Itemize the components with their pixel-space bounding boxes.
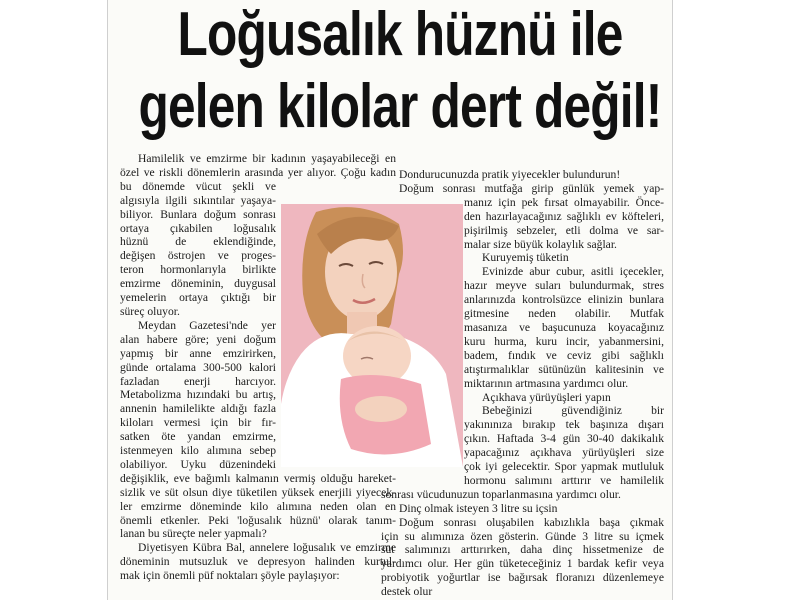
text-line: probiyotik yoğurtlar ise bağırsak floranızı düzenlemeye	[381, 571, 664, 585]
text-line: manız için pek fırsat olmayabilir. Önce-	[464, 195, 664, 209]
text-line: sonrası vücudunuzun toparlanmasına yardımcı olur.	[381, 487, 621, 501]
text-line: Evinizde abur cubur, asitli içecekler,	[482, 265, 664, 279]
text-line: mak için önemli püf noktaları şöyle paylaşıyor:	[120, 569, 340, 583]
text-line: emzirme döneminin, duygusal	[120, 277, 276, 291]
text-line: hormonu salımını arttırır ve hamilelik	[464, 473, 664, 487]
text-line: biliyor. Bunlara doğum sonrası	[120, 207, 276, 221]
headline-line-1: Loğusalık hüznü ile	[177, 0, 623, 69]
text-line: den hazırlayacağınız sağlıklı ev köfteleri,	[464, 209, 664, 223]
text-line: atıştırmalıklar sütünüzün kalitesinin ve	[464, 362, 664, 376]
text-line: Diyetisyen Kübra Bal, annelere loğusalık ve emzirme	[138, 541, 396, 555]
text-line: Bebeğinizi güvendiğiniz bir	[482, 404, 664, 418]
text-line: yakınınıza bırakıp tek başınıza dışarı	[464, 418, 664, 432]
text-line: süt salımınızı arttırırken, daha dinç hissetmenize de	[381, 543, 664, 557]
text-line: badem, fındık ve ceviz gibi sağlıklı	[464, 348, 664, 362]
text-line: döneminin mutsuzluk ve depresyon halinden kurtul-	[120, 555, 396, 569]
text-line: Hamilelik ve emzirme bir kadının yaşayabileceği en	[138, 152, 396, 165]
text-line: için su alımınıza özen gösterin. Günde 3 litre su içmek	[381, 529, 664, 543]
text-line: lanan bu süreçte neler yapmalı?	[120, 527, 267, 541]
text-line: malar size büyük kolaylık sağlar.	[464, 237, 617, 251]
section-heading: Kuruyemiş tüketin	[482, 251, 569, 265]
text-line: olabiliyor. Uyku düzenindeki	[120, 457, 276, 471]
article-column-left	[120, 152, 396, 583]
text-line: anlarınızda kontrolsüzce elinizin bunlara	[464, 293, 664, 307]
article-column-right	[381, 168, 664, 599]
section-heading: Dondurucunuzda pratik yiyecekler bulundurun!	[399, 168, 621, 181]
text-line: hazır meyve suları bulundurmak, stres	[464, 279, 664, 293]
text-line: hüznü de eklendiğinde,	[120, 235, 276, 249]
text-line: Meydan Gazetesi'nde yer	[138, 318, 276, 332]
text-line: çok iyi gelecektir. Spor yapmak mutluluk	[464, 460, 664, 474]
text-line: kiloları vermesi için bir fır-	[120, 416, 276, 430]
text-line: satken öte yandan emzirme,	[120, 430, 276, 444]
text-line: ler emzirme döneminde kilo alımına neden olan en	[120, 499, 396, 513]
text-line: pişirilmiş sebzeler, etli dolma ve sar-	[464, 223, 664, 237]
text-line: yemelerin ortaya çıktığı bir	[120, 291, 276, 305]
text-line: yapmış bir anne emzirirken,	[120, 346, 276, 360]
text-line: günde ortalama 300-500 kalori	[120, 360, 276, 374]
text-line: Doğum sonrası mutfağa girip günlük yemek yap-	[399, 181, 664, 195]
text-line: özel ve riskli dönemlerin arasında yer alıyor. Çoğu kadın	[120, 165, 396, 179]
text-line: gitmesine neden olabilir. Mutfak	[464, 307, 664, 321]
text-line: süreç oluyor.	[120, 304, 180, 318]
text-line: istenmeyen kilo alımına sebep	[120, 444, 276, 458]
text-line: değişen östrojen ve proges-	[120, 249, 276, 263]
text-line: masanıza ve başucunuza koyacağınız	[464, 320, 664, 334]
text-line: Metabolizma hızındaki bu artış,	[120, 388, 276, 402]
text-line: teron hormonlarıyla birlikte	[120, 263, 276, 277]
text-line: ortaya çıkabilen loğusalık	[120, 221, 276, 235]
text-line: çıkın. Haftada 3-4 gün 30-40 dakikalık	[464, 432, 664, 446]
text-line: Doğum sonrası oluşabilen kabızlıkla başa çıkmak	[399, 515, 664, 529]
text-line: fazladan enerji harcıyor.	[120, 374, 276, 388]
text-line: kuru hurma, kuru incir, yabanmersini,	[464, 334, 664, 348]
section-heading: Açıkhava yürüyüşleri yapın	[482, 390, 611, 404]
text-line: önemli etkenler. Peki 'loğusalık hüznü' olarak tanım-	[120, 513, 396, 527]
text-line: yardımcı olur. Her gün tüketeceğiniz 1 bardak kefir veya	[381, 557, 664, 571]
headline-line-2: gelen kilolar dert değil!	[138, 72, 662, 141]
text-line: sizlik ve süt olsun diye tüketilen yüksek enerjili yiyecek-	[120, 485, 396, 499]
text-line: bu dönemde vücut şekli ve	[120, 179, 276, 193]
text-line: miktarının artmasına yardımcı olur.	[464, 376, 629, 390]
text-line: değişiklik, eve bağımlı kalmanın vermiş olduğu hareket-	[120, 471, 396, 485]
text-line: annenin hamilelikte aldığı fazla	[120, 402, 276, 416]
text-line: destek olur	[381, 585, 433, 599]
text-line: alan habere göre; yeni doğum	[120, 332, 276, 346]
section-heading: Dinç olmak isteyen 3 litre su içsin	[399, 501, 558, 515]
text-line: algısıyla ilgili sıkıntılar yaşaya-	[120, 193, 276, 207]
text-line: yapacağınız açıkhava yürüyüşleri size	[464, 446, 664, 460]
